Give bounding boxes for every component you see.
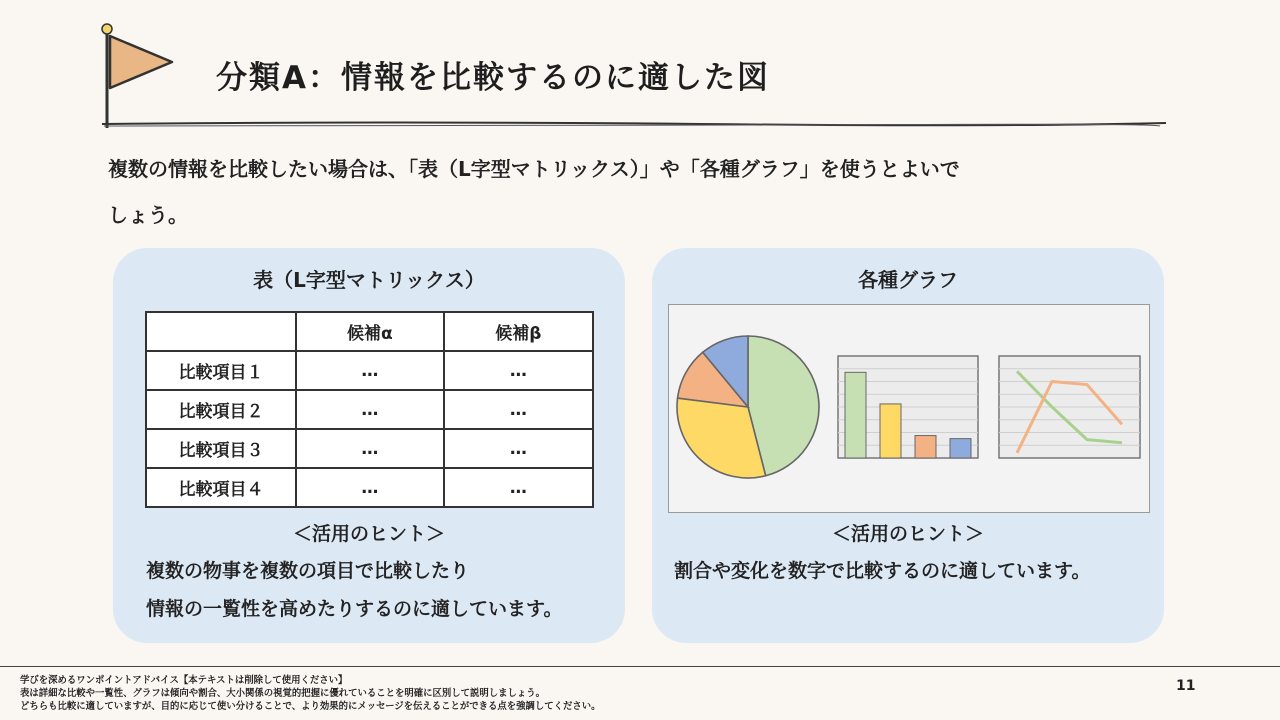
graphs-desc-line-1: 割合や変化を数字で比較するのに適しています。 — [674, 560, 1091, 582]
bar — [950, 439, 971, 458]
footer-line-2: 表は詳細な比較や一覧性、グラフは傾向や割合、大小関係の視覚的把握に優れていることを明確に区別して説明しましょう。 — [20, 688, 546, 699]
bar — [880, 404, 901, 458]
graphs-description — [674, 552, 1090, 590]
table-cell: … — [296, 390, 444, 429]
footer-line-3: どちらも比較に適していますが、目的に応じて使い分けることで、より効果的にメッセージを伝えることができる点を強調してください。 — [20, 701, 601, 712]
intro-text — [108, 146, 1188, 238]
example-charts — [668, 304, 1150, 513]
table-header-row — [146, 312, 593, 351]
table-header-cell: 候補α — [296, 312, 444, 351]
footer-line-1: 学びを深めるワンポイントアドバイス【本テキストは削除して使用ください】 — [20, 675, 348, 686]
table-cell: … — [444, 351, 593, 390]
table-row-label: 比較項目２ — [146, 390, 296, 429]
matrix-hint-label: ＜活用のヒント＞ — [292, 523, 445, 545]
table-cell: … — [444, 390, 593, 429]
table-row — [146, 468, 593, 507]
bar — [845, 372, 866, 458]
title-underline — [100, 118, 1168, 130]
table-row-label: 比較項目３ — [146, 429, 296, 468]
graphs-card-heading: 各種グラフ — [858, 268, 958, 292]
bar — [915, 436, 936, 458]
table-cell: … — [296, 351, 444, 390]
table-row — [146, 429, 593, 468]
footer-advice — [20, 674, 1140, 713]
table-row — [146, 390, 593, 429]
footer-divider — [0, 666, 1280, 667]
table-row-label: 比較項目４ — [146, 468, 296, 507]
intro-line-1: 複数の情報を比較したい場合は、「表（L字型マトリックス）」や「各種グラフ」を使うとよいで — [108, 157, 960, 181]
matrix-desc-line-1: 複数の物事を複数の項目で比較したり — [146, 560, 470, 582]
table-row — [146, 351, 593, 390]
intro-line-2: しょう。 — [108, 203, 188, 227]
matrix-desc-line-2: 情報の一覧性を高めたりするのに適しています。 — [146, 598, 563, 620]
matrix-description — [146, 552, 562, 628]
table-cell: … — [296, 468, 444, 507]
table-cell: … — [296, 429, 444, 468]
matrix-card-heading: 表（L字型マトリックス） — [253, 268, 485, 292]
page-number: 11 — [1176, 678, 1196, 694]
graphs-hint-label: ＜活用のヒント＞ — [831, 523, 984, 545]
table-cell: … — [444, 468, 593, 507]
table-row-label: 比較項目１ — [146, 351, 296, 390]
l-matrix-table — [145, 311, 594, 508]
table-cell: … — [444, 429, 593, 468]
flag-icon — [96, 20, 186, 132]
table-header-cell: 候補β — [444, 312, 593, 351]
page-title: 分類A：情報を比較するのに適した図 — [216, 60, 770, 96]
table-header-cell — [146, 312, 296, 351]
